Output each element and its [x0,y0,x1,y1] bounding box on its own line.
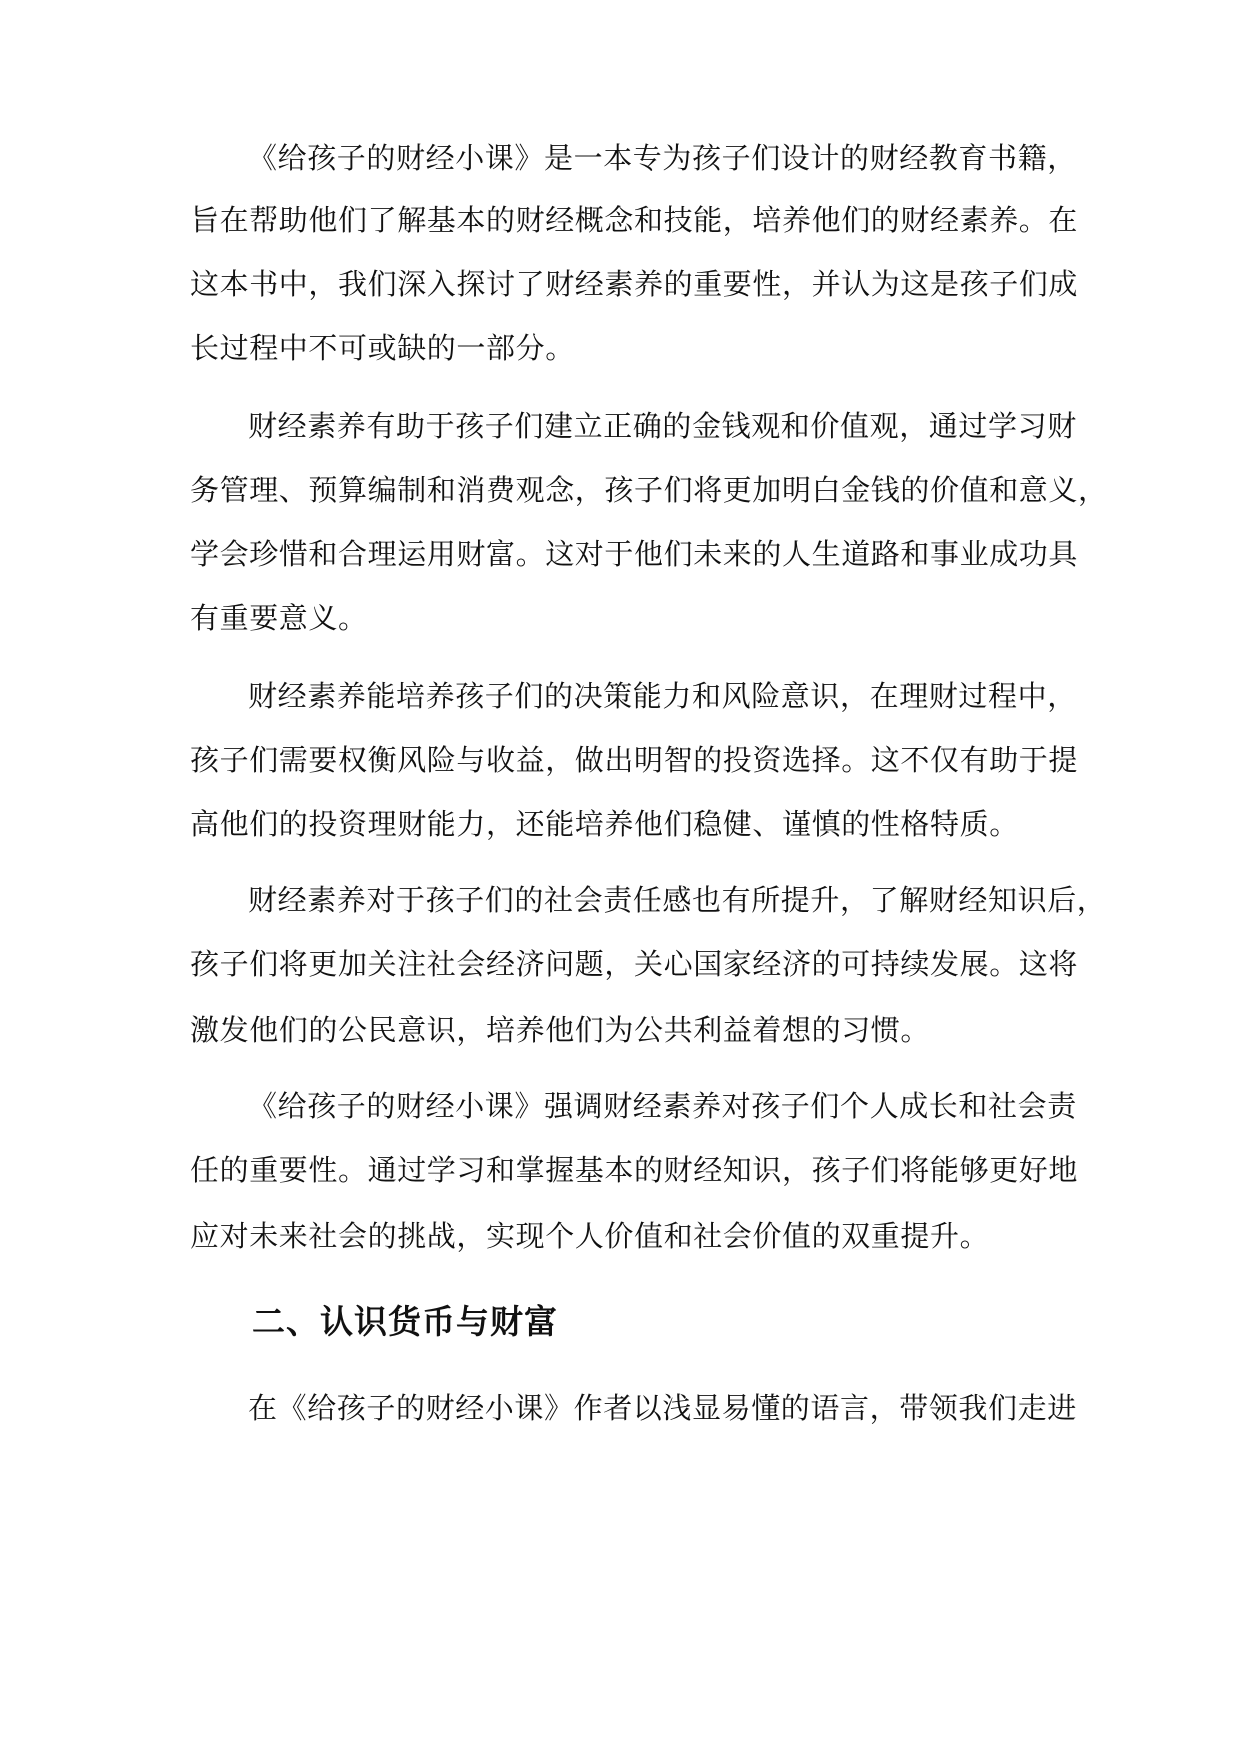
paragraph-3-line-1: 财经素养能培养孩子们的决策能力和风险意识，在理财过程中， [248,679,1077,713]
final-paragraph-line-1: 在《给孩子的财经小课》作者以浅显易懂的语言，带领我们走进 [248,1391,1077,1425]
paragraph-4-line-2: 孩子们将更加关注社会经济问题，关心国家经济的可持续发展。这将 [190,947,1079,981]
paragraph-1-line-4: 长过程中不可或缺的一部分。 [190,331,575,365]
paragraph-2-line-1: 财经素养有助于孩子们建立正确的金钱观和价值观，通过学习财 [248,409,1077,443]
paragraph-3-line-3: 高他们的投资理财能力，还能培养他们稳健、谨慎的性格特质。 [190,807,1019,841]
paragraph-4-line-1: 财经素养对于孩子们的社会责任感也有所提升，了解财经知识后， [248,883,1107,917]
paragraph-2-line-3: 学会珍惜和合理运用财富。这对于他们未来的人生道路和事业成功具 [190,537,1079,571]
paragraph-1-line-3: 这本书中，我们深入探讨了财经素养的重要性，并认为这是孩子们成 [190,267,1079,301]
paragraph-4-line-3: 激发他们的公民意识，培养他们为公共利益着想的习惯。 [190,1013,931,1047]
paragraph-3-line-2: 孩子们需要权衡风险与收益，做出明智的投资选择。这不仅有助于提 [190,743,1079,777]
paragraph-5-line-1: 《给孩子的财经小课》强调财经素养对孩子们个人成长和社会责 [248,1089,1077,1123]
paragraph-5-line-3: 应对未来社会的挑战，实现个人价值和社会价值的双重提升。 [190,1219,990,1253]
paragraph-1-line-2: 旨在帮助他们了解基本的财经概念和技能，培养他们的财经素养。在 [190,203,1079,237]
paragraph-2-line-4: 有重要意义。 [190,601,368,635]
paragraph-5-line-2: 任的重要性。通过学习和掌握基本的财经知识，孩子们将能够更好地 [190,1153,1079,1187]
section-heading: 二、认识货币与财富 [252,1302,558,1341]
paragraph-1-line-1: 《给孩子的财经小课》是一本专为孩子们设计的财经教育书籍， [248,141,1077,175]
paragraph-2-line-2: 务管理、预算编制和消费观念，孩子们将更加明白金钱的价值和意义， [190,473,1108,507]
